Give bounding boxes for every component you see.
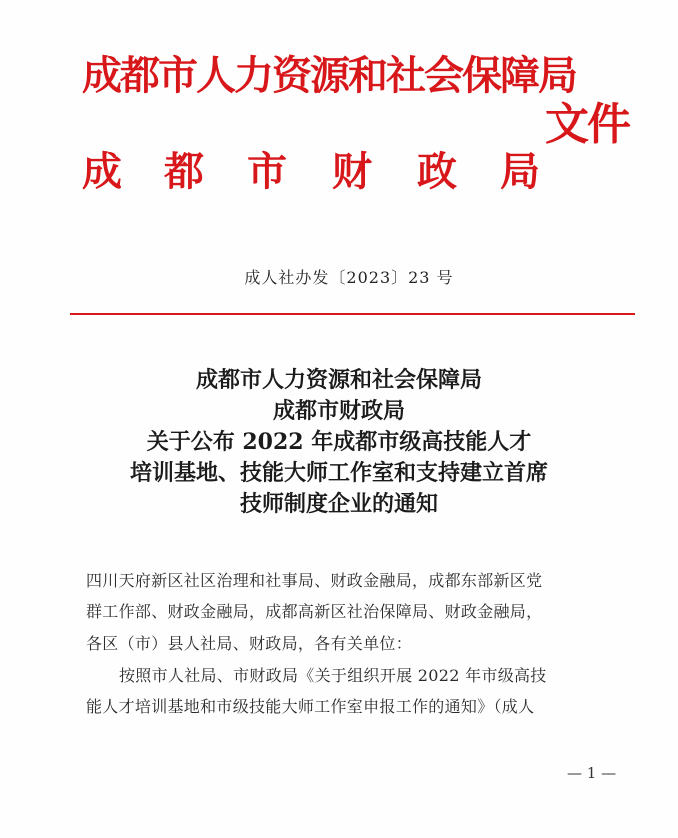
title-line: 技师制度企业的通知 (239, 491, 438, 517)
document-number: 成人社办发〔2023〕23 号 (244, 268, 454, 287)
title-line: 成都市人力资源和社会保障局 (195, 367, 482, 393)
document-marker: 文件 (545, 99, 629, 150)
title-line: 成都市财政局 (272, 398, 405, 424)
notice-title (0, 365, 678, 520)
title-line: 培训基地、技能大师工作室和支持建立首席 (129, 460, 548, 486)
issuer-finance-char: 政 (417, 148, 457, 195)
issuer-finance-char: 局 (500, 148, 540, 195)
body-line: 按照市人社局、市财政局《关于组织开展 2022 年市级高技 (119, 666, 547, 685)
page-number: — 1 — (567, 764, 617, 782)
body-line: 群工作部、财政金融局，成都高新区社治保障局、财政金融局， (86, 602, 543, 621)
issuer-finance-char: 财 (332, 148, 372, 195)
body-line: 各区（市）县人社局、财政局，各有关单位： (86, 634, 413, 653)
issuer-hrss-bureau: 成都市人力资源和社会保障局 (82, 52, 576, 99)
body-line: 能人才培训基地和市级技能大师工作室申报工作的通知》（成人 (86, 697, 535, 716)
issuer-finance-char: 都 (164, 148, 204, 195)
title-line: 关于公布 2022 年成都市级高技能人才 (146, 429, 532, 455)
issuer-finance-char: 成 (82, 148, 122, 195)
red-separator-line (70, 313, 635, 315)
issuer-finance-char: 市 (247, 148, 287, 195)
body-line: 四川天府新区社区治理和社事局、财政金融局，成都东部新区党 (86, 571, 543, 590)
